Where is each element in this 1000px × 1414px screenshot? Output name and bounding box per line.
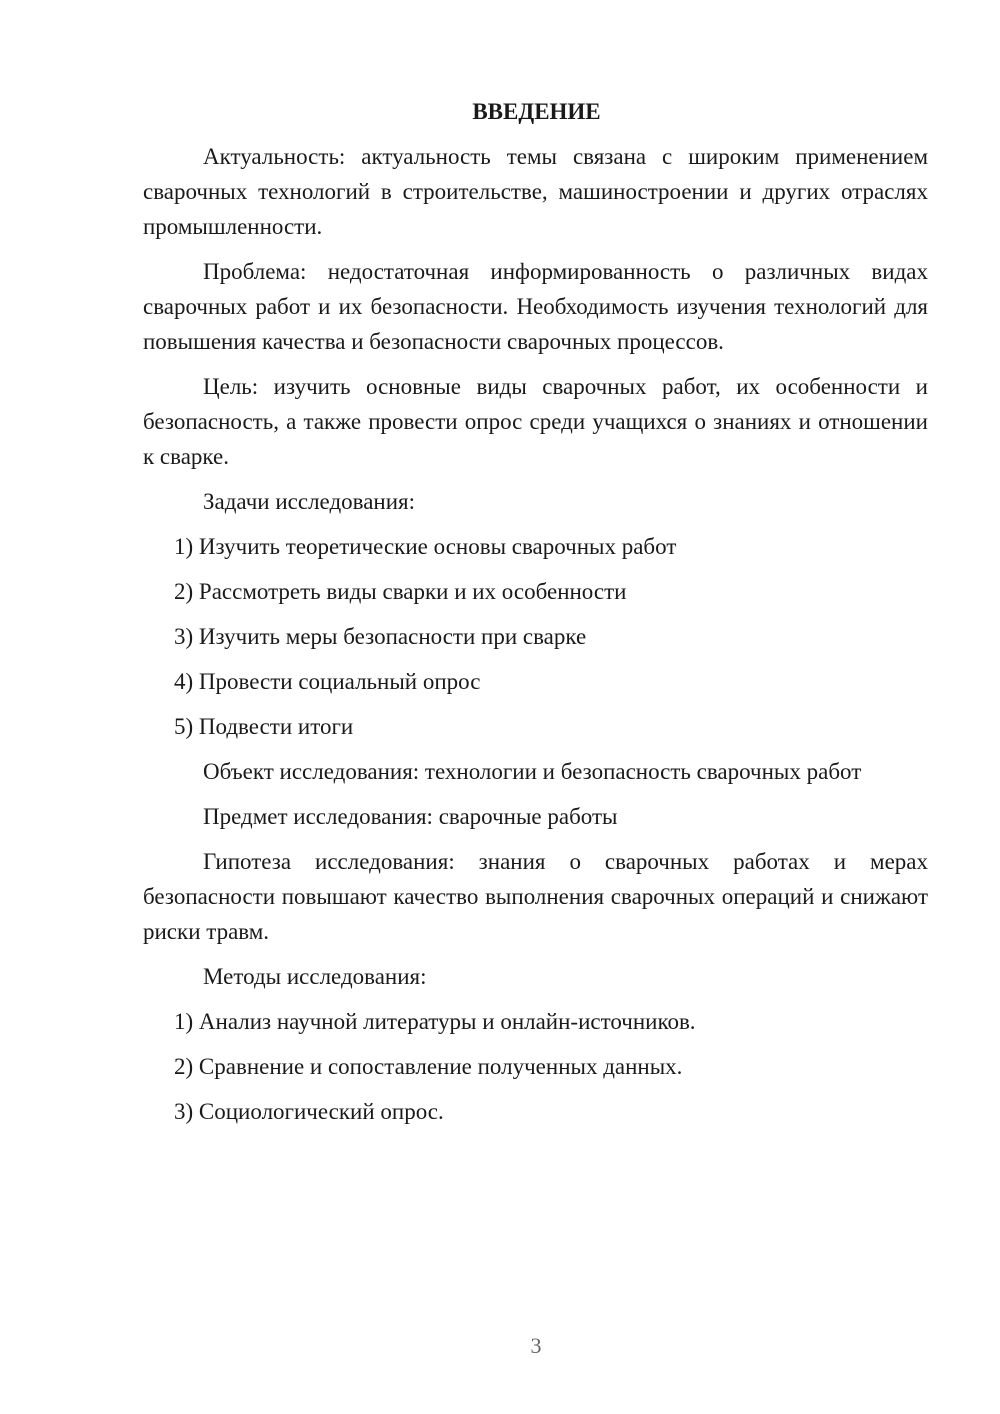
page-number: 3 [530, 1333, 542, 1358]
method-item: 3) Социологический опрос. [174, 1099, 444, 1124]
task-item: 2) Рассмотреть виды сварки и их особенности [174, 579, 627, 604]
goal-paragraph: Цель: изучить основные виды сварочных работ, их особенности и безопасность, а также провести опрос среди учащихся о знаниях и отношении к сварке. [143, 374, 928, 469]
hypothesis-paragraph: Гипотеза исследования: знания о сварочных работах и мерах безопасности повышают качество выполнения сварочных операций и снижают риски травм. [143, 849, 928, 944]
page-content [143, 94, 928, 1139]
methods-heading: Методы исследования: [203, 964, 427, 989]
problem-paragraph: Проблема: недостаточная информированность о различных видах сварочных работ и их безопасности. Необходимость изучения технологий для повышения качества и безопасности сварочных процессов. [143, 259, 928, 354]
task-item: 4) Провести социальный опрос [174, 669, 481, 694]
method-item: 2) Сравнение и сопоставление полученных данных. [174, 1054, 683, 1079]
object-paragraph: Объект исследования: технологии и безопасность сварочных работ [203, 759, 862, 784]
task-item: 1) Изучить теоретические основы сварочных работ [174, 534, 677, 559]
subject-paragraph: Предмет исследования: сварочные работы [203, 804, 618, 829]
tasks-heading: Задачи исследования: [203, 489, 416, 514]
relevance-paragraph: Актуальность: актуальность темы связана с широким применением сварочных технологий в строительстве, машиностроении и других отраслях промышленности. [143, 144, 928, 239]
task-item: 5) Подвести итоги [174, 714, 354, 739]
section-title: ВВЕДЕНИЕ [472, 99, 601, 124]
task-item: 3) Изучить меры безопасности при сварке [174, 624, 587, 649]
method-item: 1) Анализ научной литературы и онлайн-источников. [174, 1009, 696, 1034]
